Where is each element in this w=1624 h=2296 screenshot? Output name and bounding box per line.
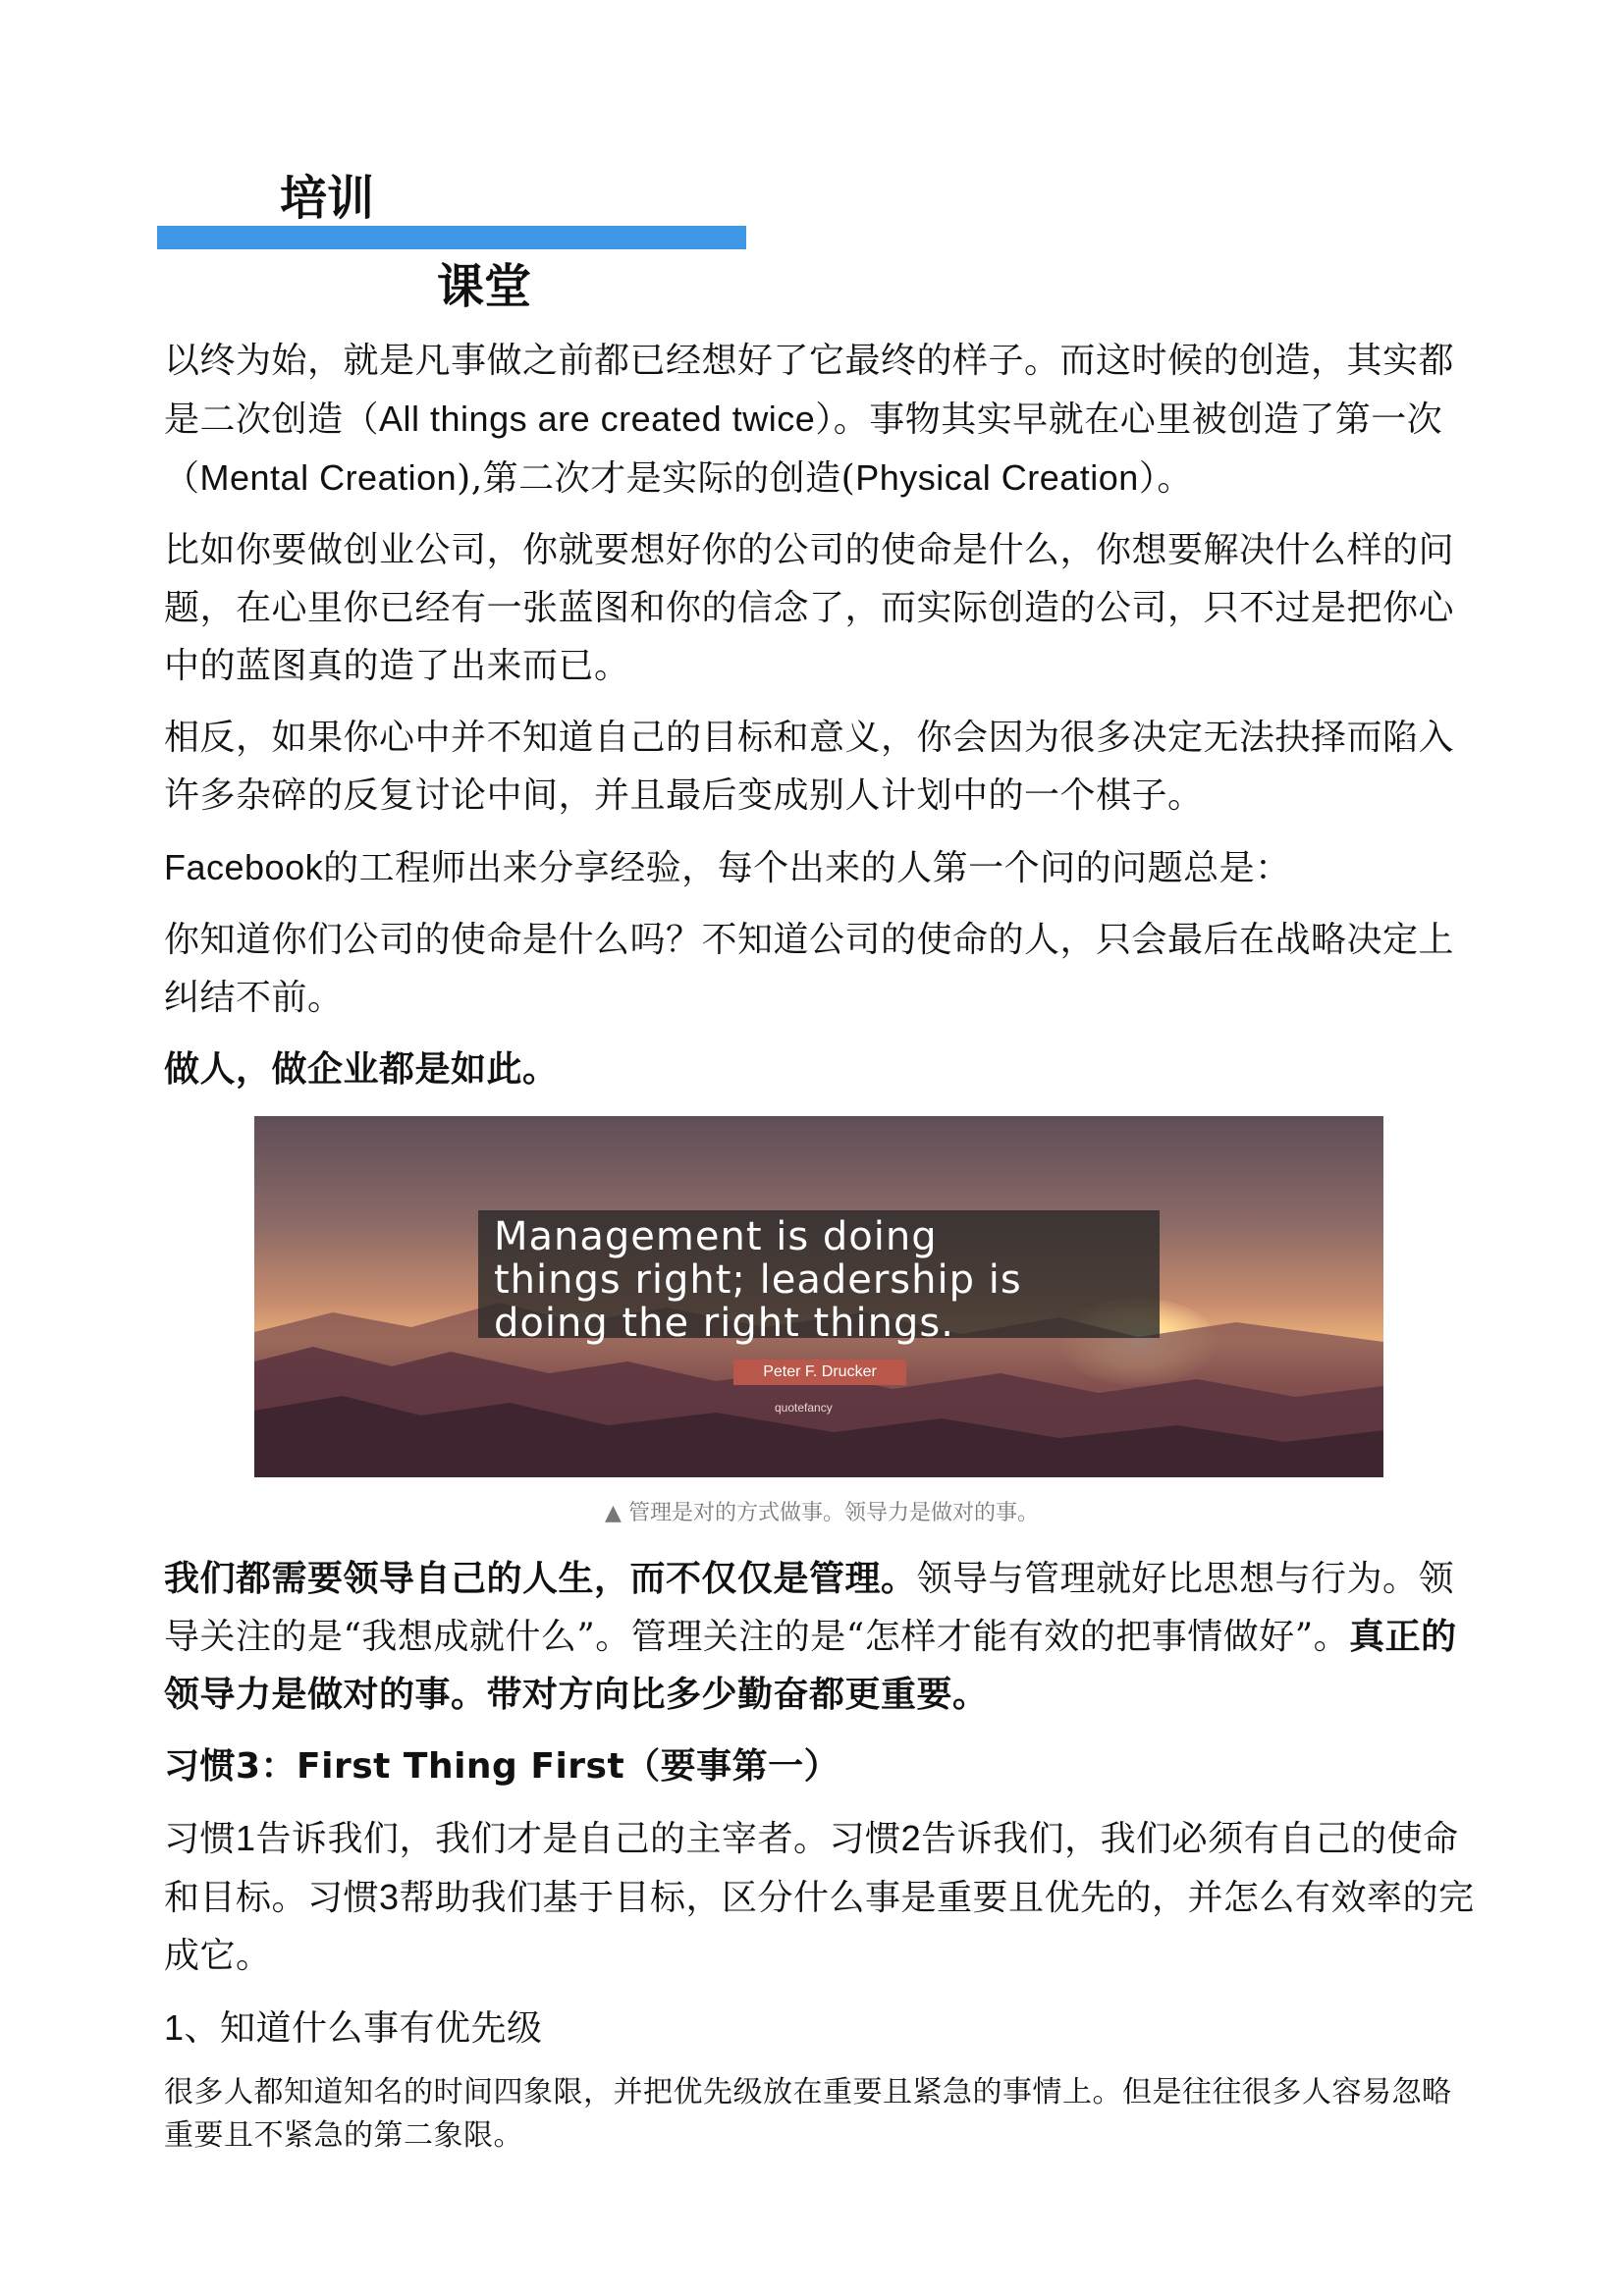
paragraph [164, 838, 1480, 897]
paragraph-segment: ）。事物其实早就在心里被创造了第一次（ [164, 400, 1443, 499]
quote-image [254, 1116, 1383, 1477]
paragraph [164, 332, 1480, 507]
paragraph-segment: 以终为始，就是凡事做之前都已经想好了它最终的样子。而这时候的创造，其实都是二次创造（ [164, 341, 1455, 440]
paragraph-segment: Mental Creation [199, 457, 458, 498]
article-body [164, 332, 1480, 2171]
paragraph-segment: 帮助我们基于目标，区分什么事是重要且优先的，并怎么有效率的完成它。 [164, 1878, 1475, 1976]
paragraph-segment: 告诉我们，我们必须有自己的使命和目标。习惯 [164, 1819, 1459, 1918]
paragraph [164, 521, 1480, 695]
paragraph-segment: 、知道什么事有优先级 [184, 2008, 543, 2049]
paragraph-segment: Facebook [164, 847, 324, 887]
paragraph-segment: ),第二次才是实际的创造( [457, 458, 856, 499]
paragraph-segment: Physical Creation [855, 457, 1139, 498]
paragraph-segment: 做人，做企业都是如此。 [164, 1049, 559, 1090]
paragraph-segment: 1 [164, 2007, 185, 2048]
paragraph-segment: 比如你要做创业公司，你就要想好你的公司的使命是什么，你想要解决什么样的问题，在心里你已经有一张蓝图和你的信念了，而实际创造的公司，只不过是把你心中的蓝图真的造了出来而已。 [164, 530, 1455, 686]
paragraph [164, 1041, 1480, 1098]
title-line-1: 培训 [280, 171, 375, 226]
image-caption: ▲ 管理是对的方式做事。领导力是做对的事。 [605, 1501, 1039, 1525]
paragraph-segment: 真正的领导力是做对的事。带对方向比多少勤奋都更重要。 [164, 1617, 1457, 1715]
paragraph-segment: 我们都需要领导自己的人生，而不仅仅是管理。 [164, 1559, 917, 1599]
quote-author: Peter F. Drucker [733, 1360, 906, 1385]
paragraph-segment: 相反，如果你心中并不知道自己的目标和意义，你会因为很多决定无法抉择而陷入许多杂碎的反复讨论中间，并且最后变成别人计划中的一个棋子。 [164, 718, 1455, 816]
paragraph-segment: 你知道你们公司的使命是什么吗？不知道公司的使命的人，只会最后在战略决定上纠结不前。 [164, 920, 1455, 1018]
paragraph [164, 1999, 1480, 2057]
paragraph-segment: 1 [236, 1818, 256, 1858]
paragraph [164, 709, 1480, 825]
title-accent-bar [157, 226, 746, 249]
title-line-2: 课堂 [437, 259, 532, 314]
paragraph [164, 911, 1480, 1027]
paragraph [164, 1550, 1480, 1724]
paragraph-segment: 很多人都知道知名的时间四象限，并把优先级放在重要且紧急的事情上。但是往往很多人容易忽略重要且不紧急的第二象限。 [164, 2075, 1452, 2153]
paragraph-segment: All things are created twice [379, 399, 816, 439]
paragraph-segment: 告诉我们，我们才是自己的主宰者。习惯 [255, 1819, 901, 1859]
paragraph [164, 1809, 1480, 1985]
quote-brand: quotefancy [775, 1401, 833, 1415]
paragraph-segment: 领导与管理就好比思想与行为。领导关注的是“我想成就什么”。管理关注的是“怎样才能有效的把事情做好”。 [164, 1559, 1455, 1657]
paragraph-segment: ）。 [1138, 458, 1193, 499]
quote-line-3: doing the right things. [494, 1301, 954, 1346]
paragraph-segment: 习惯3：First Thing First（要事第一） [164, 1746, 840, 1787]
paragraph-segment: 3 [379, 1877, 400, 1917]
paragraph [164, 2071, 1480, 2158]
paragraph [164, 1737, 1480, 1795]
paragraphs-before-image [164, 332, 1480, 1098]
paragraph-segment: 习惯 [164, 1819, 237, 1859]
paragraph-segment: 的工程师出来分享经验，每个出来的人第一个问的问题总是： [323, 848, 1291, 888]
paragraphs-after-image [164, 1550, 1480, 2158]
paragraph-segment: 2 [900, 1818, 922, 1858]
quote-line-1: Management is doing [494, 1214, 938, 1259]
quote-line-2: things right; leadership is [494, 1257, 1022, 1303]
